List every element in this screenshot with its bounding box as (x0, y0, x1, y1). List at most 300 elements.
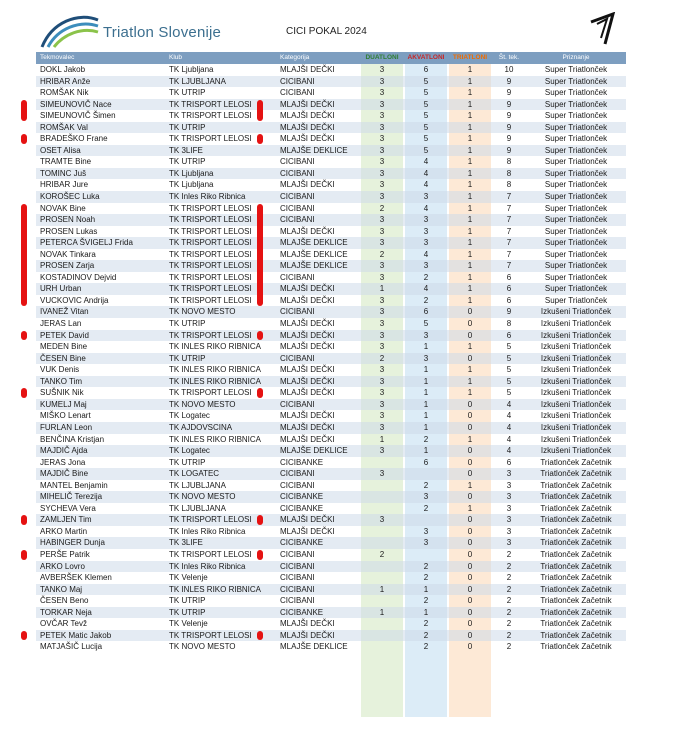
table-cell: 3 (379, 330, 385, 340)
table-cell: 1 (467, 88, 473, 98)
table-cell: 5 (423, 319, 429, 329)
table-cell: MLAJŠI DEČKI (280, 295, 335, 305)
table-cell: MLAJŠE DEKLICE (280, 642, 348, 652)
table-cell: 4 (423, 157, 429, 167)
table-row (36, 457, 626, 469)
table-cell: 3 (379, 365, 385, 375)
table-cell: 1 (467, 192, 473, 202)
table-cell: Super Triatlonček (544, 192, 608, 202)
table-cell: MLAJŠI DEČKI (280, 284, 335, 294)
table-cell: CICIBANI (280, 88, 315, 98)
table-cell: PROSEN Zarja (40, 261, 95, 271)
table-cell: 3 (423, 226, 429, 236)
table-cell: TK LJUBLJANA (169, 503, 226, 513)
column-header: Št. tek. (498, 54, 520, 61)
table-cell: NOVAK Bine (40, 203, 86, 213)
table-row (36, 226, 626, 238)
table-cell: 4 (506, 434, 512, 444)
table-cell: CICIBANKE (280, 492, 324, 502)
table-cell: MIŠKO Lenart (40, 411, 91, 421)
table-row (36, 445, 626, 457)
table-cell: 1 (467, 180, 473, 190)
table-row (36, 330, 626, 342)
table-cell: 2 (423, 561, 429, 571)
table-cell: TK TRISPORT LELOSI (169, 238, 252, 248)
table-cell: ROMŠAK Nik (40, 88, 89, 98)
table-cell: VUCKOVIC Andrija (40, 295, 109, 305)
table-cell: 8 (506, 319, 512, 329)
table-cell: TK LJUBLJANA (169, 480, 226, 490)
table-cell: TK TRISPORT LELOSI (169, 549, 252, 559)
table-cell: 3 (379, 226, 385, 236)
table-cell: MAJDIČ Bine (40, 469, 89, 479)
table-cell: CICIBANI (280, 399, 315, 409)
table-cell: 4 (423, 249, 429, 259)
table-cell: 5 (423, 88, 429, 98)
table-cell: 10 (504, 65, 514, 74)
red-marker (257, 204, 263, 306)
table-cell: Triatlonček Začetnik (540, 549, 612, 559)
table-cell: MLAJŠI DEČKI (280, 122, 335, 132)
table-cell: 1 (467, 238, 473, 248)
table-row (36, 87, 626, 99)
red-marker (257, 631, 263, 641)
table-cell: 9 (506, 76, 512, 86)
table-cell: CICIBANI (280, 272, 315, 282)
table-cell: TK Velenje (169, 573, 208, 583)
table-cell: 0 (467, 469, 473, 479)
table-cell: Super Triatlonček (544, 295, 608, 305)
table-row (36, 306, 626, 318)
table-cell: 2 (423, 272, 429, 282)
table-cell: 0 (467, 584, 473, 594)
table-cell: MLAJŠE DEKLICE (280, 249, 348, 259)
table-cell: 0 (467, 411, 473, 421)
table-cell: 9 (506, 88, 512, 98)
table-cell: Triatlonček Začetnik (540, 573, 612, 583)
table-cell: 7 (506, 238, 512, 248)
table-cell: 3 (506, 503, 512, 513)
table-cell: TK TRISPORT LELOSI (169, 134, 252, 144)
table-cell: 4 (423, 284, 429, 294)
table-cell: 1 (423, 388, 429, 398)
table-cell: 5 (423, 122, 429, 132)
table-cell: PETEK Matic Jakob (40, 630, 112, 640)
table-row (36, 237, 626, 249)
table-cell: Super Triatlonček (544, 272, 608, 282)
table-cell: 2 (379, 549, 385, 559)
table-cell: 2 (506, 596, 512, 606)
table-cell: ZAMLJEN Tim (40, 515, 92, 525)
table-cell: TK 3LIFE (169, 538, 203, 548)
table-cell: TANKO Maj (40, 584, 83, 594)
table-cell: 7 (506, 226, 512, 236)
table-cell: TK INLES RIKO RIBNICA (169, 584, 262, 594)
table-cell: 2 (423, 434, 429, 444)
table-cell: SIMEUNOVIČ Nace (40, 99, 112, 109)
table-cell: 3 (379, 111, 385, 121)
table-cell: Super Triatlonček (544, 261, 608, 271)
table-cell: TK LOGATEC (169, 469, 220, 479)
table-cell: MLAJŠI DEČKI (280, 226, 335, 236)
table-cell: 3 (379, 295, 385, 305)
table-cell: 1 (423, 422, 429, 432)
table-cell: 1 (467, 203, 473, 213)
table-cell: 1 (379, 607, 385, 617)
table-row (36, 272, 626, 284)
table-cell: HRIBAR Anže (40, 76, 91, 86)
table-cell: 1 (467, 111, 473, 121)
table-cell: Super Triatlonček (544, 99, 608, 109)
table-cell: AVBERŠEK Klemen (40, 573, 112, 583)
table-cell: 4 (506, 411, 512, 421)
table-cell: MLAJŠI DEČKI (280, 319, 335, 329)
table-cell: 3 (379, 376, 385, 386)
table-cell: CICIBANI (280, 469, 315, 479)
table-cell: 3 (379, 76, 385, 86)
table-cell: 6 (506, 272, 512, 282)
table-cell: 2 (506, 619, 512, 629)
table-cell: TK Inles Riko Ribnica (169, 526, 246, 536)
table-cell: 1 (467, 388, 473, 398)
table-cell: Super Triatlonček (544, 145, 608, 155)
table-cell: 0 (467, 573, 473, 583)
table-cell: 3 (423, 215, 429, 225)
table-cell: 1 (423, 365, 429, 375)
red-marker (257, 331, 263, 341)
table-cell: VUK Denis (40, 365, 80, 375)
table-row (36, 353, 626, 365)
table-cell: 1 (467, 365, 473, 375)
table-cell: 2 (423, 573, 429, 583)
table-cell: URH Urban (40, 284, 82, 294)
table-row (36, 203, 626, 215)
table-cell: 4 (423, 203, 429, 213)
table-cell: 3 (379, 168, 385, 178)
table-cell: 9 (506, 307, 512, 317)
table-cell: Izkušeni Triatlonček (540, 330, 612, 340)
table-cell: TK Inles Riko Ribnica (169, 192, 246, 202)
table-cell: 1 (467, 480, 473, 490)
table-cell: MATJAŠIČ Lucija (40, 642, 103, 652)
red-marker (21, 515, 27, 525)
table-cell: ČESEN Bine (40, 353, 86, 363)
table-row (36, 399, 626, 411)
table-cell: 3 (423, 261, 429, 271)
red-marker (257, 388, 263, 398)
table-cell: DOKL Jakob (40, 65, 86, 74)
table-cell: MLAJŠE DEKLICE (280, 145, 348, 155)
table-cell: TRAMTE Bine (40, 157, 92, 167)
table-cell: SIMEUNOVIČ Šimen (40, 111, 116, 121)
table-row (36, 122, 626, 134)
table-cell: 1 (423, 446, 429, 456)
table-cell: 3 (379, 157, 385, 167)
table-cell: CICIBANI (280, 561, 315, 571)
table-cell: 5 (423, 111, 429, 121)
table-cell: 3 (379, 411, 385, 421)
table-cell: TK UTRIP (169, 607, 206, 617)
column-header: Priznanje (562, 54, 590, 61)
table-row (36, 145, 626, 157)
table-cell: 1 (467, 145, 473, 155)
table-row (36, 561, 626, 573)
table-cell: TK INLES RIKO RIBNICA (169, 434, 262, 444)
table-cell: 0 (467, 607, 473, 617)
table-cell: MLAJŠE DEKLICE (280, 261, 348, 271)
table-cell: 1 (467, 261, 473, 271)
table-cell: 4 (423, 168, 429, 178)
table-cell: 5 (423, 145, 429, 155)
table-row (36, 584, 626, 596)
table-cell: Triatlonček Začetnik (540, 480, 612, 490)
table-cell: MLAJŠE DEKLICE (280, 238, 348, 248)
table-cell: Triatlonček Začetnik (540, 457, 612, 467)
table-cell: TK Logatec (169, 411, 210, 421)
table-cell: Super Triatlonček (544, 76, 608, 86)
table-row (36, 514, 626, 526)
table-cell: TK TRISPORT LELOSI (169, 388, 252, 398)
table-row (36, 179, 626, 191)
table-cell: Triatlonček Začetnik (540, 492, 612, 502)
table-cell: MLAJŠI DEČKI (280, 619, 335, 629)
table-cell: MLAJŠI DEČKI (280, 434, 335, 444)
table-cell: CICIBANI (280, 480, 315, 490)
table-cell: 2 (423, 596, 429, 606)
table-row (36, 537, 626, 549)
table-cell: Super Triatlonček (544, 249, 608, 259)
red-marker (21, 388, 27, 398)
column-header: TRIATLONI (452, 54, 488, 61)
table-row (36, 156, 626, 168)
table-cell: 3 (379, 65, 385, 74)
table-row (36, 260, 626, 272)
table-cell: Super Triatlonček (544, 134, 608, 144)
table-cell: TK TRISPORT LELOSI (169, 261, 252, 271)
table-cell: 3 (379, 261, 385, 271)
table-row (36, 283, 626, 295)
table-cell: Super Triatlonček (544, 65, 608, 74)
table-cell: TK Ljubljana (169, 65, 214, 74)
table-cell: MLAJŠI DEČKI (280, 526, 335, 536)
table-cell: 1 (467, 65, 473, 74)
red-marker (257, 134, 263, 144)
table-cell: 1 (379, 284, 385, 294)
table-cell: TK TRISPORT LELOSI (169, 295, 252, 305)
table-cell: 7 (506, 203, 512, 213)
table-cell: Izkušeni Triatlonček (540, 388, 612, 398)
table-cell: 2 (506, 630, 512, 640)
table-cell: 0 (467, 446, 473, 456)
table-cell: 9 (506, 145, 512, 155)
table-row (36, 618, 626, 630)
table-cell: 8 (506, 157, 512, 167)
table-cell: 5 (506, 342, 512, 352)
table-cell: CICIBANI (280, 596, 315, 606)
table-cell: Super Triatlonček (544, 226, 608, 236)
table-cell: 1 (467, 226, 473, 236)
table-cell: Triatlonček Začetnik (540, 642, 612, 652)
table-cell: 6 (423, 457, 429, 467)
table-cell: MLAJŠI DEČKI (280, 422, 335, 432)
table-cell: 1 (467, 215, 473, 225)
table-cell: Triatlonček Začetnik (540, 515, 612, 525)
table-cell: TK TRISPORT LELOSI (169, 272, 252, 282)
table-cell: Triatlonček Začetnik (540, 538, 612, 548)
table-cell: 4 (423, 180, 429, 190)
table-cell: 1 (423, 411, 429, 421)
table-cell: 9 (506, 134, 512, 144)
table-cell: MLAJŠI DEČKI (280, 330, 335, 340)
table-cell: 6 (506, 295, 512, 305)
table-cell: 1 (467, 76, 473, 86)
table-cell: PROSEN Noah (40, 215, 96, 225)
table-row (36, 607, 626, 619)
column-header: Tekmovalec (40, 54, 75, 61)
table-cell: Super Triatlonček (544, 111, 608, 121)
table-row (36, 468, 626, 480)
red-marker (21, 550, 27, 560)
table-cell: PETERCA ŠVIGELJ Frida (40, 238, 133, 248)
table-cell: 3 (379, 134, 385, 144)
table-cell: TK AJDOVSCINA (169, 422, 233, 432)
table-cell: HRIBAR Jure (40, 180, 89, 190)
table-cell: TANKO Tim (40, 376, 83, 386)
table-cell: CICIBANI (280, 168, 315, 178)
table-cell: TK Velenje (169, 619, 208, 629)
table-cell: 2 (506, 561, 512, 571)
table-cell: 3 (379, 88, 385, 98)
table-cell: TK LJUBLJANA (169, 76, 226, 86)
document-title: CICI POKAL 2024 (286, 26, 367, 37)
table-cell: NOVAK Tinkara (40, 249, 96, 259)
table-cell: 0 (467, 457, 473, 467)
table-cell: MLAJŠI DEČKI (280, 376, 335, 386)
table-cell: 3 (379, 99, 385, 109)
table-cell: Izkušeni Triatlonček (540, 376, 612, 386)
table-cell: FURLAN Leon (40, 422, 93, 432)
table-cell: 3 (379, 307, 385, 317)
table-row (36, 168, 626, 180)
table-cell: TK NOVO MESTO (169, 642, 236, 652)
table-cell: Izkušeni Triatlonček (540, 446, 612, 456)
table-cell: CICIBANI (280, 573, 315, 583)
table-cell: 2 (506, 549, 512, 559)
table-cell: TOMINC Juš (40, 168, 87, 178)
red-marker (257, 515, 263, 525)
table-cell: JERAS Jona (40, 457, 86, 467)
table-cell: Izkušeni Triatlonček (540, 399, 612, 409)
table-cell: TK Logatec (169, 446, 210, 456)
table-cell: TK UTRIP (169, 157, 206, 167)
table-cell: KUMELJ Maj (40, 399, 87, 409)
table-cell: 2 (379, 353, 385, 363)
table-cell: MANTEL Benjamin (40, 480, 108, 490)
table-row (36, 110, 626, 122)
table-cell: 1 (467, 503, 473, 513)
results-table (36, 52, 626, 653)
table-cell: PERŠE Patrik (40, 549, 90, 559)
table-cell: MLAJŠI DEČKI (280, 365, 335, 375)
table-cell: 1 (467, 157, 473, 167)
table-row (36, 214, 626, 226)
table-cell: 6 (423, 65, 429, 74)
table-cell: 3 (379, 422, 385, 432)
table-cell: 0 (467, 549, 473, 559)
table-cell: 0 (467, 399, 473, 409)
table-cell: 0 (467, 422, 473, 432)
table-cell: 3 (423, 192, 429, 202)
table-cell: 9 (506, 99, 512, 109)
table-cell: CICIBANI (280, 203, 315, 213)
table-cell: TK Inles Riko Ribnica (169, 561, 246, 571)
table-cell: TK TRISPORT LELOSI (169, 226, 252, 236)
table-row (36, 387, 626, 399)
table-cell: MLAJŠI DEČKI (280, 134, 335, 144)
table-cell: Super Triatlonček (544, 180, 608, 190)
table-cell: 6 (506, 457, 512, 467)
table-cell: TK INLES RIKO RIBNICA (169, 342, 262, 352)
table-cell: Triatlonček Začetnik (540, 596, 612, 606)
table-row (36, 480, 626, 492)
table-cell: MEDEN Bine (40, 342, 88, 352)
table-cell: 3 (506, 480, 512, 490)
table-cell: 3 (379, 319, 385, 329)
table-cell: Super Triatlonček (544, 203, 608, 213)
table-cell: 1 (423, 399, 429, 409)
table-cell: 1 (379, 434, 385, 444)
table-cell: 3 (423, 330, 429, 340)
table-cell: 1 (423, 584, 429, 594)
table-cell: 5 (506, 365, 512, 375)
table-cell: 2 (423, 630, 429, 640)
table-cell: 1 (379, 584, 385, 594)
table-cell: 1 (467, 376, 473, 386)
table-cell: 0 (467, 492, 473, 502)
table-cell: Izkušeni Triatlonček (540, 353, 612, 363)
table-cell: Izkušeni Triatlonček (540, 411, 612, 421)
table-cell: CICIBANI (280, 549, 315, 559)
table-cell: 7 (506, 192, 512, 202)
table-row (36, 76, 626, 88)
table-row (36, 341, 626, 353)
table-cell: TK TRISPORT LELOSI (169, 284, 252, 294)
table-cell: TK Ljubljana (169, 180, 214, 190)
table-cell: Triatlonček Začetnik (540, 469, 612, 479)
table-cell: CICIBANKE (280, 538, 324, 548)
table-cell: 2 (379, 249, 385, 259)
table-row (36, 249, 626, 261)
table-cell: 8 (506, 180, 512, 190)
red-marker (21, 100, 27, 121)
table-cell: Super Triatlonček (544, 284, 608, 294)
table-cell: TK Ljubljana (169, 168, 214, 178)
red-marker (21, 631, 27, 641)
table-cell: 3 (506, 469, 512, 479)
table-cell: 6 (423, 307, 429, 317)
column-header: AKVATLONI (407, 54, 445, 61)
table-cell: ROMŠAK Val (40, 122, 88, 132)
table-cell: TK UTRIP (169, 319, 206, 329)
table-cell: MLAJŠI DEČKI (280, 411, 335, 421)
table-cell: 4 (506, 446, 512, 456)
table-row (36, 318, 626, 330)
table-row (36, 99, 626, 111)
table-cell: 6 (506, 284, 512, 294)
table-cell: Triatlonček Začetnik (540, 561, 612, 571)
table-cell: 7 (506, 215, 512, 225)
table-cell: 0 (467, 515, 473, 525)
